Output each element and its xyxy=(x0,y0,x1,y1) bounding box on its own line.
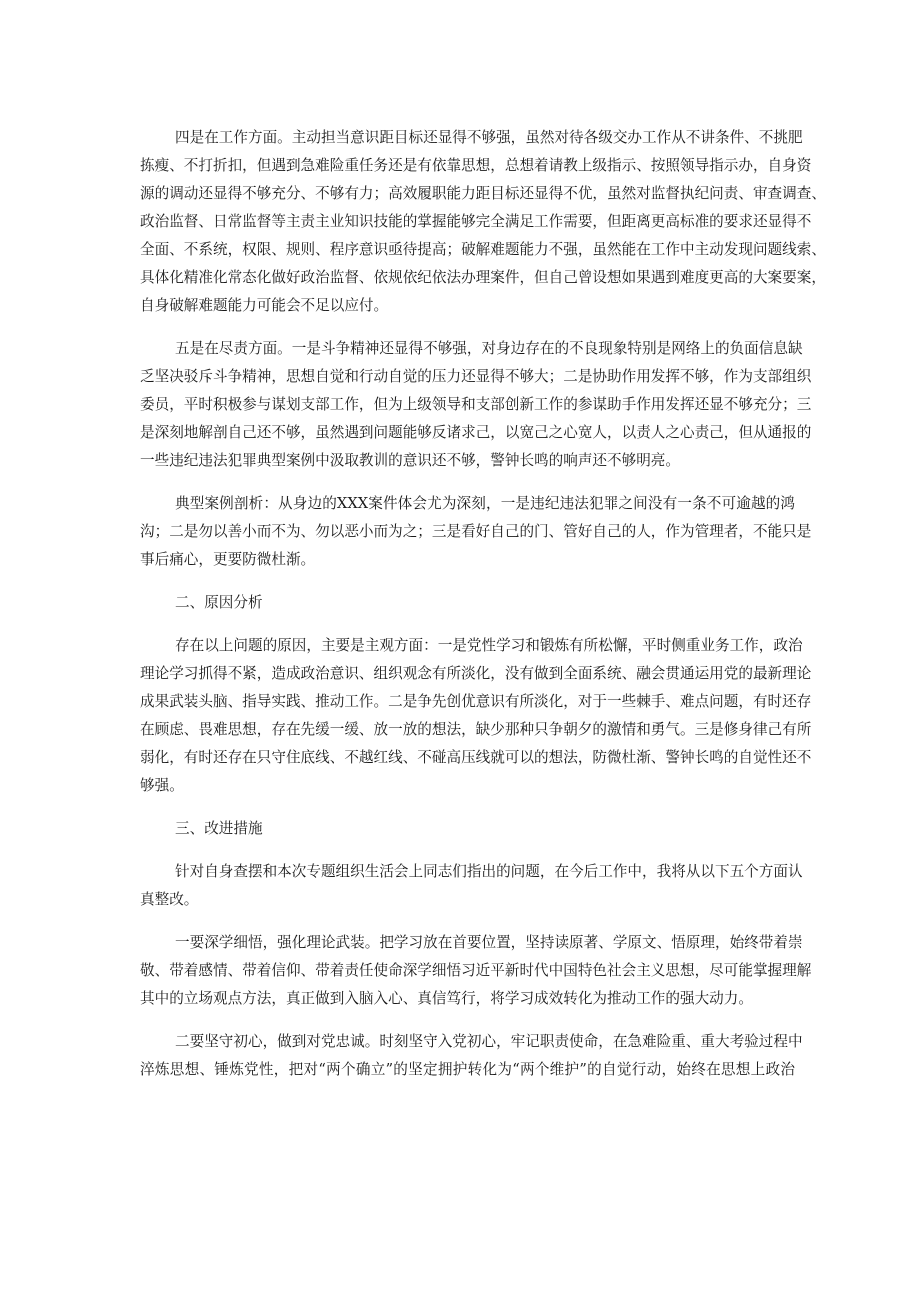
text-line: 乏坚决驳斥斗争精神，思想自觉和行动自觉的压力还显得不够大；二是协助作用发挥不够，作为支部组织 xyxy=(140,368,812,385)
text-line: 五是在尽责方面。一是斗争精神还显得不够强，对身边存在的不良现象特别是网络上的负面信息缺 xyxy=(175,340,803,357)
paragraph-duty-aspect xyxy=(140,335,812,475)
paragraph-causes xyxy=(140,632,812,800)
text-line: 敬、带着感情、带着信仰、带着责任使命深学细悟习近平新时代中国特色社会主义思想，尽可能掌握理解 xyxy=(140,962,812,979)
heading-text: 三、改进措施 xyxy=(175,820,263,837)
text-line: 拣瘦、不打折扣，但遇到急难险重任务还是有依靠思想，总想着请教上级指示、按照领导指示办，自身资 xyxy=(140,157,812,174)
text-line: 委员，平时积极参与谋划支部工作，但为上级领导和支部创新工作的参谋助手作用发挥还显不够充分；三 xyxy=(140,396,812,413)
text-line: 够强。 xyxy=(140,777,184,794)
text-line: 自身破解难题能力可能会不足以应付。 xyxy=(140,297,389,314)
paragraph-work-aspect xyxy=(140,124,826,320)
text-line: 在顾虑、畏难思想，存在先缓一缓、放一放的想法，缺少那种只争朝夕的激情和勇气。三是修身律己有所 xyxy=(140,721,812,738)
text-line: 沟；二是勿以善小而不为、勿以恶小而为之；三是看好自己的门、管好自己的人，作为管理者，不能只是 xyxy=(140,523,812,540)
text-line: 存在以上问题的原因，主要是主观方面：一是党性学习和锻炼有所松懈，平时侧重业务工作，政治 xyxy=(175,637,803,654)
text-line: 二要坚守初心，做到对党忠诚。时刻坚守入党初心，牢记职责使命，在急难险重、重大考验过程中 xyxy=(175,1033,803,1050)
text-line: 成果武装头脑、指导实践、推动工作。二是争先创优意识有所淡化，对于一些棘手、难点问题，有时还存 xyxy=(140,693,812,710)
text-line: 其中的立场观点方法，真正做到入脑入心、真信笃行，将学习成效转化为推动工作的强大动力。 xyxy=(140,990,753,1007)
text-line: 源的调动还显得不够充分、不够有力；高效履职能力距目标还显得不优，虽然对监督执纪问责、审查调查、 xyxy=(140,185,826,202)
text-line: 政治监督、日常监督等主责主业知识技能的掌握能够完全满足工作需要，但距离更高标准的要求还显得不 xyxy=(140,213,812,230)
text-line: 事后痛心，更要防微杜渐。 xyxy=(140,551,316,568)
paragraph-case-analysis xyxy=(140,490,812,574)
paragraph-intro-measures xyxy=(140,858,803,914)
text-line: 全面、不系统，权限、规则、程序意识亟待提高；破解难题能力不强，虽然能在工作中主动发现问题线索、 xyxy=(140,241,826,258)
paragraph-measure-two xyxy=(140,1028,803,1084)
text-line: 具体化精准化常态化做好政治监督、依规依纪依法办理案件，但自己曾设想如果遇到难度更高的大案要案， xyxy=(140,269,826,286)
text-line: 淬炼思想、锤炼党性，把对“两个确立”的坚定拥护转化为“两个维护”的自觉行动，始终在思想上政治 xyxy=(140,1061,795,1078)
text-line: 理论学习抓得不紧，造成政治意识、组织观念有所淡化，没有做到全面系统、融会贯通运用党的最新理论 xyxy=(140,665,812,682)
section-heading-cause-analysis xyxy=(140,589,795,617)
text-line: 针对自身查摆和本次专题组织生活会上同志们指出的问题，在今后工作中，我将从以下五个方面认 xyxy=(175,863,803,880)
text-line: 四是在工作方面。主动担当意识距目标还显得不够强，虽然对待各级交办工作从不讲条件、不挑肥 xyxy=(175,129,803,146)
text-line: 一要深学细悟，强化理论武装。把学习放在首要位置，坚持读原著、学原文、悟原理，始终带着崇 xyxy=(175,934,803,951)
text-line: 是深刻地解剖自己还不够，虽然遇到问题能够反诸求己，以宽己之心宽人，以责人之心责己，但从通报的 xyxy=(140,424,812,441)
document-body xyxy=(140,124,826,1084)
heading-text: 二、原因分析 xyxy=(175,594,263,611)
text-line: 一些违纪违法犯罪典型案例中汲取教训的意识还不够，警钟长鸣的响声还不够明亮。 xyxy=(140,452,680,469)
text-line: 弱化，有时还存在只守住底线、不越红线、不碰高压线就可以的想法，防微杜渐、警钟长鸣的自觉性还不 xyxy=(140,749,812,766)
paragraph-measure-one xyxy=(140,929,812,1013)
section-heading-improvement-measures xyxy=(140,815,795,843)
text-line: 典型案例剖析：从身边的XXX案件体会尤为深刻，一是违纪违法犯罪之间没有一条不可逾越的鸿 xyxy=(175,495,795,512)
text-line: 真整改。 xyxy=(140,891,199,908)
